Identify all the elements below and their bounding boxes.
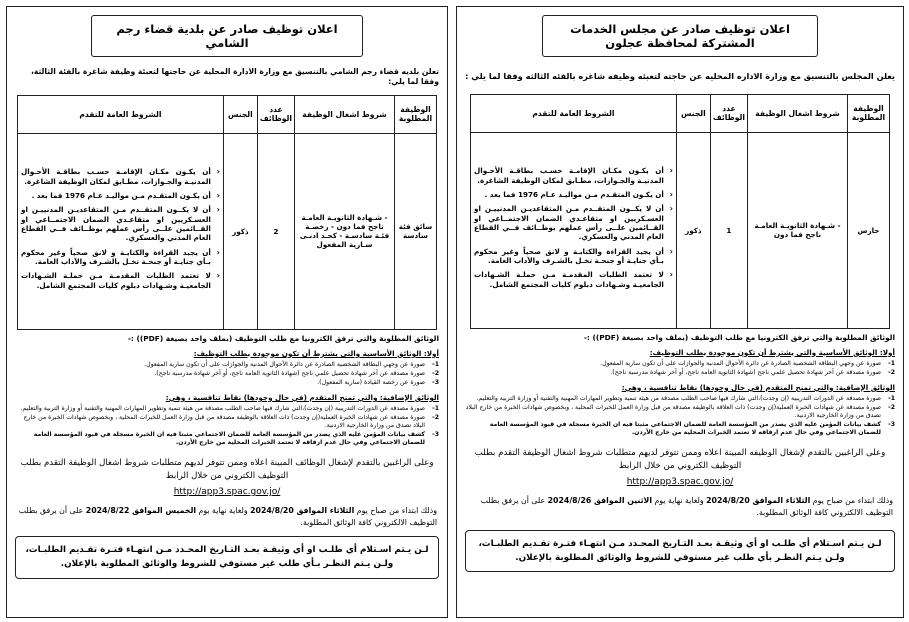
list-item: ‹ أن لا يكــون المتقــدم مـن المتقاعديـن المدنييـن او العسـكريين او متقاعـدي الضمان الاجتمــاعي او القــائمين علــى رأس عملهم بوظــائف فــي القطاع العام المدني والعسكري. — [21, 205, 220, 242]
cell-job: حارس — [848, 132, 890, 328]
item-number: 3- — [432, 431, 439, 439]
dates-mid: ولغاية نهاية يوم — [652, 495, 707, 505]
header-requirements: شروط اشغال الوظيفة — [748, 94, 848, 132]
jobs-table — [470, 94, 890, 329]
dates-start: الثلاثاء الموافق 2024/8/20 — [706, 495, 811, 505]
dates-end: الخميس الموافق 2024/8/22 — [85, 506, 197, 515]
header-gender: الجنس — [676, 94, 710, 132]
list-item — [465, 369, 895, 377]
dates-suffix: على أن يرفق بطلب التوظيف الالكتروني كافة الوثائق المطلوبة. — [480, 495, 893, 517]
cell-gender: ذكور — [223, 133, 257, 329]
item-text: كشف بيانات المؤمن عليه الذي يصدر من المؤسسة العامة للضمان الاجتماعي مثبتا فيه ان الخبرة مسجلة في قيود المؤسسة العامة للضمان الاجتماعي وفي حال عدم ارفاقه لا تعتمد الخبرات المحلية من خارج الأردن. — [489, 420, 881, 437]
item-number: 1- — [888, 394, 895, 402]
item-text: صورة مصدقة عن شهادات الخبرة العملية(إن وجدت) ذات العلاقة بالوظيفة مصدقة من قبل وزارة العمل للخبرات المحلية ، وبخصوص شهادات الخبرة من خارج البلاد تصدق من وزارة الخارجية الاردنية. — [23, 413, 425, 430]
closing-text: وعلى الراغبين بالتقدم لإشغال الوظيفه المبينة اعلاه وممن تتوفر لديهم متطلبات شروط اشغال الوظيفة التقدم بطلب التوظيف الكتروني من خلال الرابط — [474, 448, 886, 471]
header-general-conditions: الشروط العامة للتقدم — [471, 94, 677, 132]
cell-general-conditions — [471, 132, 677, 328]
header-general-conditions: الشروط العامة للتقدم — [18, 95, 224, 133]
list-item — [465, 404, 895, 420]
general-conditions-list — [474, 166, 673, 289]
cell-count: 1 — [710, 132, 747, 328]
dates-suffix: على أن يرفق بطلب التوظيف الالكتروني كافة الوثائق المطلوبة. — [18, 506, 437, 527]
item-text: صورة مصدقة عن الدورات التدريبية (إن وجدت)،التي شارك فيها صاحب الطلب مصدقة من هيئة تنمية وتطوير المهارات المهنية والتقنية أو وزارة التربية والتعليم. — [20, 404, 425, 412]
list-item: ‹ أن يجيد القراءة والكتابـة و لانق صحياً وغير محكوم بـأي جنايـة أو جنحـة تخـل بالشـرف والآداب العامة. — [21, 248, 220, 267]
item-number: 1- — [432, 360, 439, 368]
item-number: 2- — [432, 369, 439, 377]
cell-job: سائق فئة سادسة — [395, 133, 437, 329]
announcement-intro: يعلن المجلس بالتنسيق مع وزارة الاداره المحليه عن حاجته لتعبئه وظيفه شاغره بالفئه الثالثه وفقا لما يلي : — [465, 71, 895, 81]
cell-general-conditions — [18, 133, 224, 329]
application-link[interactable]: http://app3.spac.gov.jo/ — [626, 476, 734, 487]
item-text: صورة مصدقة عن شهادات الخبرة العملية(إن وجدت) ذات العلاقة بالوظيفة مصدقة من قبل وزارة العمل للخبرات المحلية ، وبخصوص شهادات الخبرة من خارج البلاد تصدق من وزارة الخارجية الاردنية. — [465, 403, 881, 419]
dates-prefix: وذلك ابتداء من صباح يوم — [810, 495, 893, 505]
extra-docs-heading: الوثائق الإضافية: والتي تمنح المتقدم (في حال وجودها) نقاط تنافسية ، وهي: — [621, 382, 895, 392]
list-item: ‹ أن يكـون مكـان الإقامـة حسـب بطاقـة الأحـوال المدنيـة والجـوازات، مطـابق لمكان الوظيفة الشاغرة. — [21, 167, 220, 186]
item-text: صورة مصدقة عن آخر شهادة تحصيل علمي ناجح (شهادة الثانوية العامة ناجح، أو آخر شهادة مدرسية ناجح). — [154, 369, 425, 377]
cell-gender: ذكور — [676, 132, 710, 328]
docs-heading: الوثائق المطلوبة والتي ترفق الكترونيا مع طلب التوظيف (بملف واحد بصيغة (PDF)) :- — [127, 333, 439, 343]
closing-text: وعلى الراغبين بالتقدم لإشغال الوظائف المبينة اعلاه وممن تتوفر لديهم متطلبات شروط اشغال الوظيفة التقدم بطلب التوظيف الكتروني من خلال الرابط — [20, 458, 434, 482]
basic-docs-heading: أولا: الوثائق الأساسية والتي يشترط أن تكون موجودة بطلب التوظيف: — [193, 348, 439, 358]
list-item: ‹ لا تعتمد الطلبات المقدمـة مـن حملـة الشـهادات الجامعيـة وشـهادات دبلوم كليات المجتمع الشامل. — [474, 270, 673, 289]
list-item — [15, 414, 439, 430]
announcement-title: اعلان توظيف صادر عن مجلس الخدمات المشتركة لمحافظة عجلون — [542, 15, 819, 57]
dates-start: الثلاثاء الموافق 2024/8/20 — [250, 506, 355, 515]
deadline-warning: لـن يـتم اسـتلام أي طلـب او أي وثيقـة بعـد التـاريخ المحـدد مـن انتهـاء فتـرة تقـديم الطلبـات، ولـن يـتم النظـر بأي طلب غير مستوفي للشروط والوثائق المطلوبة بالإعلان. — [465, 530, 895, 572]
list-item — [465, 360, 895, 368]
deadline-warning: لـن يـتم اسـتلام أي طلـب او أي وثيقـة بعـد التـاريخ المحـدد مـن انتهـاء فتـرة تقـديم الطلبـات، ولـن يـتم النظـر بـأي طلب غير مستوفي للشروط والوثائق المطلوبة بالإعلان. — [15, 536, 439, 578]
list-item — [15, 361, 439, 369]
announcement-intro: تعلن بلديه قضاء رجم الشامي بالتنسيق مع وزارة الادارة المحلية عن حاجتها لتعبئة وظيفة شاغرة بالفئة الثالثة، وفقا لما يلي: — [30, 67, 439, 86]
dates-mid: ولغاية نهاية يوم — [196, 506, 251, 515]
dates-prefix: وذلك ابتداء من صباح يوم — [354, 506, 437, 515]
rajm-alshami-announcement — [6, 6, 448, 618]
list-item: ‹ أن لا يكــون المتقــدم مـن المتقاعديـن المدنييـن او العسـكريين او متقاعـدي الضمان الاجتمــاعي او القــائمين علــى رأس عملهم بوظــائف فــي القطاع العام المدني والعسكري. — [474, 204, 673, 241]
header-job: الوظيفة المطلوبة — [395, 95, 437, 133]
application-dates — [457, 495, 903, 518]
header-count: عدد الوظائف — [710, 94, 747, 132]
extra-docs-list — [457, 395, 903, 437]
list-item: ‹ أن يجيد القراءة والكتابـة و لانق صحياً وغير محكوم بـأي جنايـة أو جنحـة تخـل بالشـرف والآداب العامة. — [474, 247, 673, 266]
application-dates — [7, 505, 447, 528]
item-number: 1- — [432, 404, 439, 412]
header-job: الوظيفة المطلوبة — [848, 94, 890, 132]
table-row — [18, 133, 437, 329]
item-text: صورة عن رخصة القيادة (سارية المفعول). — [317, 378, 425, 386]
basic-docs-list — [457, 360, 903, 377]
list-item — [465, 395, 895, 403]
item-text: صورة عن وجهي البطاقة الشخصية الصادرة عن دائرة الأحوال المدنية والجوازات على أن تكون سارية المفعول. — [600, 359, 881, 367]
docs-heading: الوثائق المطلوبة والتي ترفق الكترونيا مع طلب التوظيف (بملف واحد بصيغة (PDF)) :- — [583, 332, 895, 342]
list-item: ‹ أن يكـون المتقـدم مـن مواليـد عـام 1976 فما بعد . — [21, 191, 220, 200]
cell-requirements: - شـهادة الثانويـة العامـة ناجح فما دون — [748, 132, 848, 328]
item-text: صورة مصدقة عن الدورات التدريبية (إن وجدت)،التي شارك فيها صاحب الطلب مصدقة من هيئة تنمية وتطوير المهارات المهنية والتقنية أو وزارة التربية والتعليم. — [476, 394, 881, 402]
table-header-row — [471, 94, 890, 132]
cell-count: 2 — [257, 133, 294, 329]
header-requirements: شروط اشغال الوظيفة — [295, 95, 395, 133]
list-item — [465, 421, 895, 437]
item-text: صورة عن وجهي البطاقة الشخصية الصادرة عن دائرة الأحوال المدنية والجوازات على أن تكون سارية المفعول. — [144, 360, 425, 368]
list-item — [15, 379, 439, 387]
table-header-row — [18, 95, 437, 133]
list-item — [15, 431, 439, 447]
list-item: ‹ لا تعتمد الطلبات المقدمـة مـن حملـة الشـهادات الجامعيـة وشـهادات دبلوم كليات المجتمع الشامل. — [21, 271, 220, 290]
general-conditions-list — [21, 167, 220, 290]
item-number: 3- — [888, 420, 895, 428]
basic-docs-heading: أولا: الوثائق الأساسية والتي يشترط أن تكون موجودة بطلب التوظيف: — [649, 347, 895, 357]
list-item: ‹ أن يكـون المتقـدم مـن مواليـد عـام 1976 فما بعد . — [474, 190, 673, 199]
item-number: 1- — [888, 359, 895, 367]
item-text: صورة مصدقة عن آخر شهادة تحصيل علمي ناجح (شهادة الثانوية العامة ناجح، أو آخر شهادة مدرسية ناجح). — [610, 368, 881, 376]
list-item: ‹ أن يكـون مكـان الإقامـة حسـب بطاقـة الأحـوال المدنيـة والجـوازات، مطـابق لمكان الوظيفة الشاغرة. — [474, 166, 673, 185]
application-link[interactable]: http://app3.spac.gov.jo/ — [173, 487, 281, 497]
dates-end: الاثنين الموافق 2024/8/26 — [547, 495, 653, 505]
item-text: كشف بيانات المؤمن عليه الذي يصدر من المؤسسة العامة للضمان الاجتماعي مثبتا فيه ان الخبرة مسجلة في قيود المؤسسة العامة للضمان الاجتماعي وفي حال عدم ارفاقه لا تعتمد الخبرات المحلية من خارج الأردن. — [33, 431, 425, 447]
announcement-title: اعلان توظيف صادر عن بلدية قضاء رجم الشامي — [91, 15, 364, 57]
basic-docs-list — [7, 361, 447, 387]
header-count: عدد الوظائف — [257, 95, 294, 133]
list-item — [15, 405, 439, 413]
item-number: 2- — [888, 403, 895, 411]
item-number: 3- — [432, 378, 439, 386]
item-number: 2- — [432, 413, 439, 421]
header-gender: الجنس — [223, 95, 257, 133]
item-number: 2- — [888, 368, 895, 376]
jobs-table — [17, 95, 437, 330]
list-item — [15, 370, 439, 378]
extra-docs-heading: الوثائق الإضافية: والتي تمنح المتقدم (في حال وجودها) نقاط تنافسية ، وهي: — [165, 392, 439, 402]
ajloun-announcement — [456, 6, 904, 618]
table-row — [471, 132, 890, 328]
extra-docs-list — [7, 405, 447, 447]
cell-requirements: - شـهادة الثانويـة العامـة ناجح فما دون - رخصـة فئـة سادسـة - كحـد ادنـى سـارية المفعول — [295, 133, 395, 329]
